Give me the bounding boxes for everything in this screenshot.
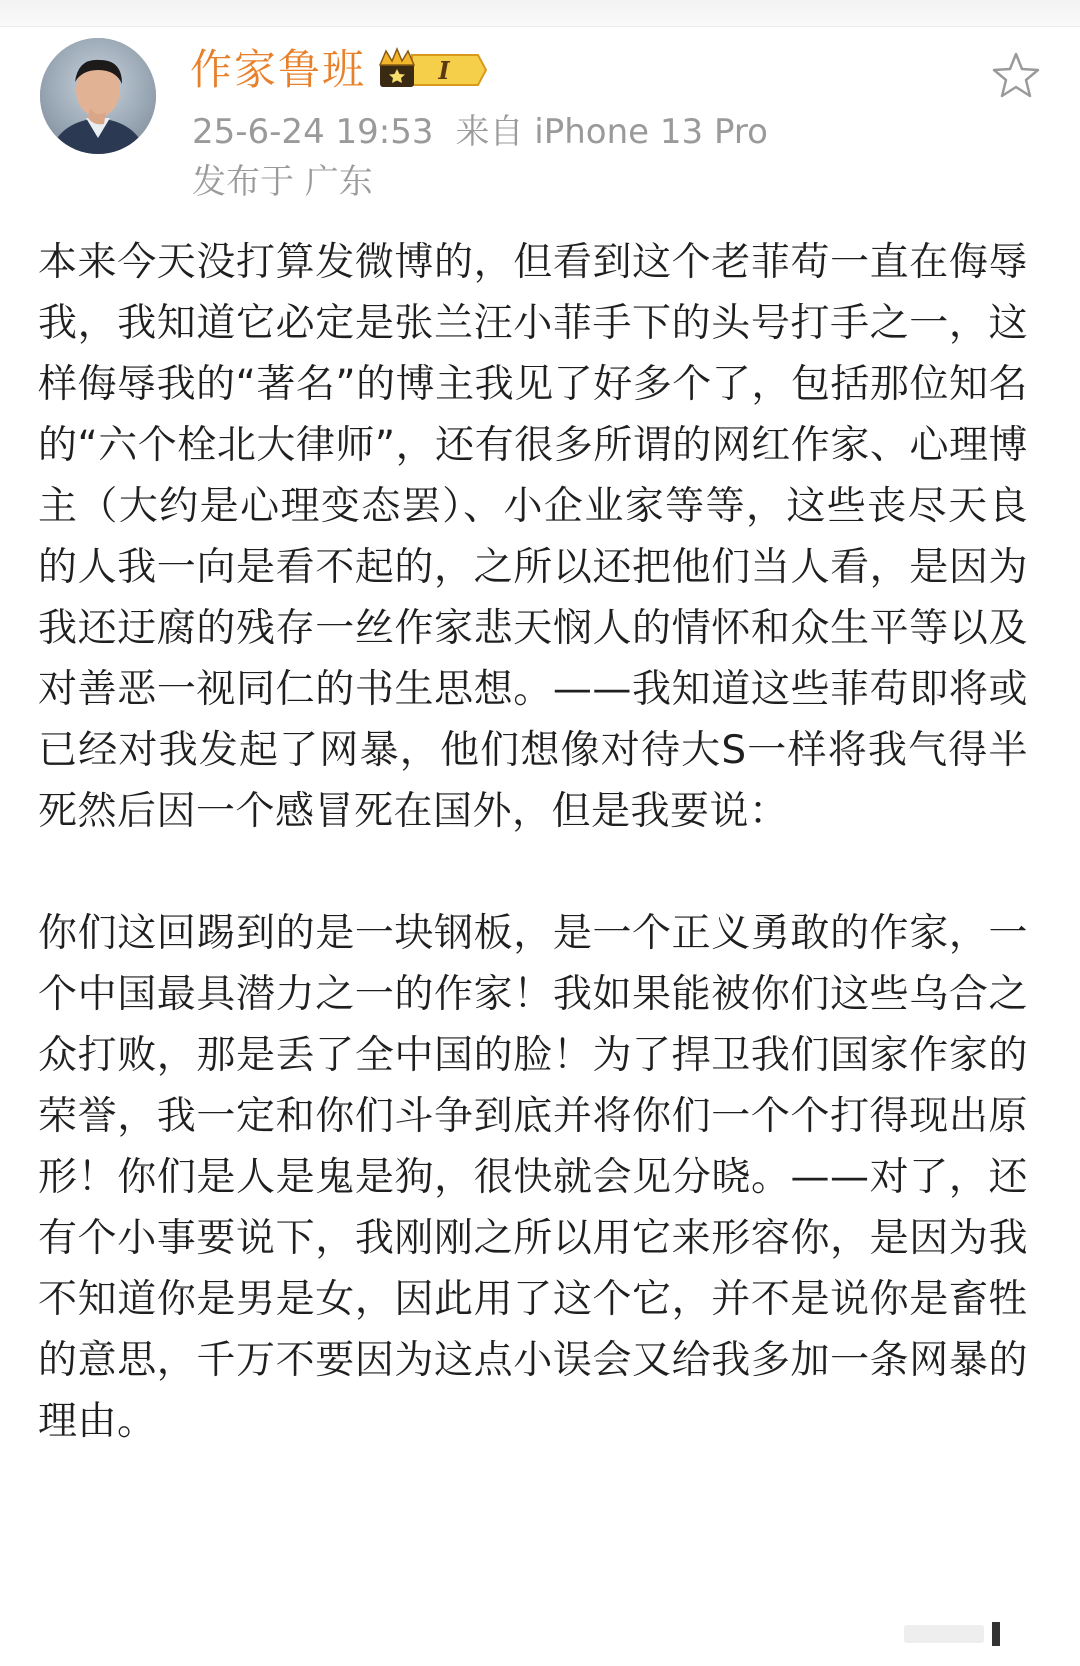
star-outline-icon (988, 48, 1044, 104)
post-meta (192, 110, 768, 154)
post-paragraph-2: 你们这回踢到的是一块钢板，是一个正义勇敢的作家，一个中国最具潜力之一的作家！我如果能被你们这些乌合之众打败，那是丢了全中国的脸！为了捍卫我们国家作家的荣誉，我一定和你们斗争到底并将你们一个个打得现出原形！你们是人是鬼是狗，很快就会见分晓。——对了，还有个小事要说下，我刚刚之所以用它来形容你，是因为我不知道你是男是女，因此用了这个它，并不是说你是畜牲的意思，千万不要因为这点小误会又给我多加一条网暴的理由。 (38, 911, 1028, 1444)
post-location: 发布于 广东 (192, 162, 373, 202)
paragraph-gap (38, 842, 1028, 903)
post-paragraph-1: 本来今天没打算发微博的，但看到这个老菲苟一直在侮辱我，我知道它必定是张兰汪小菲手下的头号打手之一，这样侮辱我的“著名”的博主我见了好多个了，包括那位知名的“六个栓北大律师”，还有很多所谓的网红作家、心理博主（大约是心理变态罢）、小企业家等等，这些丧尽天良的人我一向是看不起的，之所以还把他们当人看，是因为我还迂腐的残存一丝作家悲天悯人的情怀和众生平等以及对善恶一视同仁的书生思想。——我知道这些菲苟即将或已经对我发起了网暴，他们想像对待大S一样将我气得半死然后因一个感冒死在国外，但是我要说： (38, 240, 1028, 834)
badge-level: I (438, 56, 450, 85)
avatar-image (40, 38, 156, 154)
truncated-footer (904, 1622, 1000, 1646)
author-row (190, 42, 490, 98)
crown-vip-icon[interactable] (378, 47, 490, 93)
top-divider (0, 0, 1080, 27)
avatar[interactable] (40, 38, 156, 154)
post-source: 来自 iPhone 13 Pro (455, 112, 768, 152)
post-header (0, 38, 1080, 218)
post-body (38, 232, 1028, 1452)
footer-mark (992, 1622, 1000, 1646)
author-name[interactable]: 作家鲁班 (190, 45, 367, 94)
footer-placeholder (904, 1625, 984, 1643)
favorite-button[interactable] (988, 48, 1044, 104)
post-timestamp: 25-6-24 19:53 (192, 112, 434, 152)
